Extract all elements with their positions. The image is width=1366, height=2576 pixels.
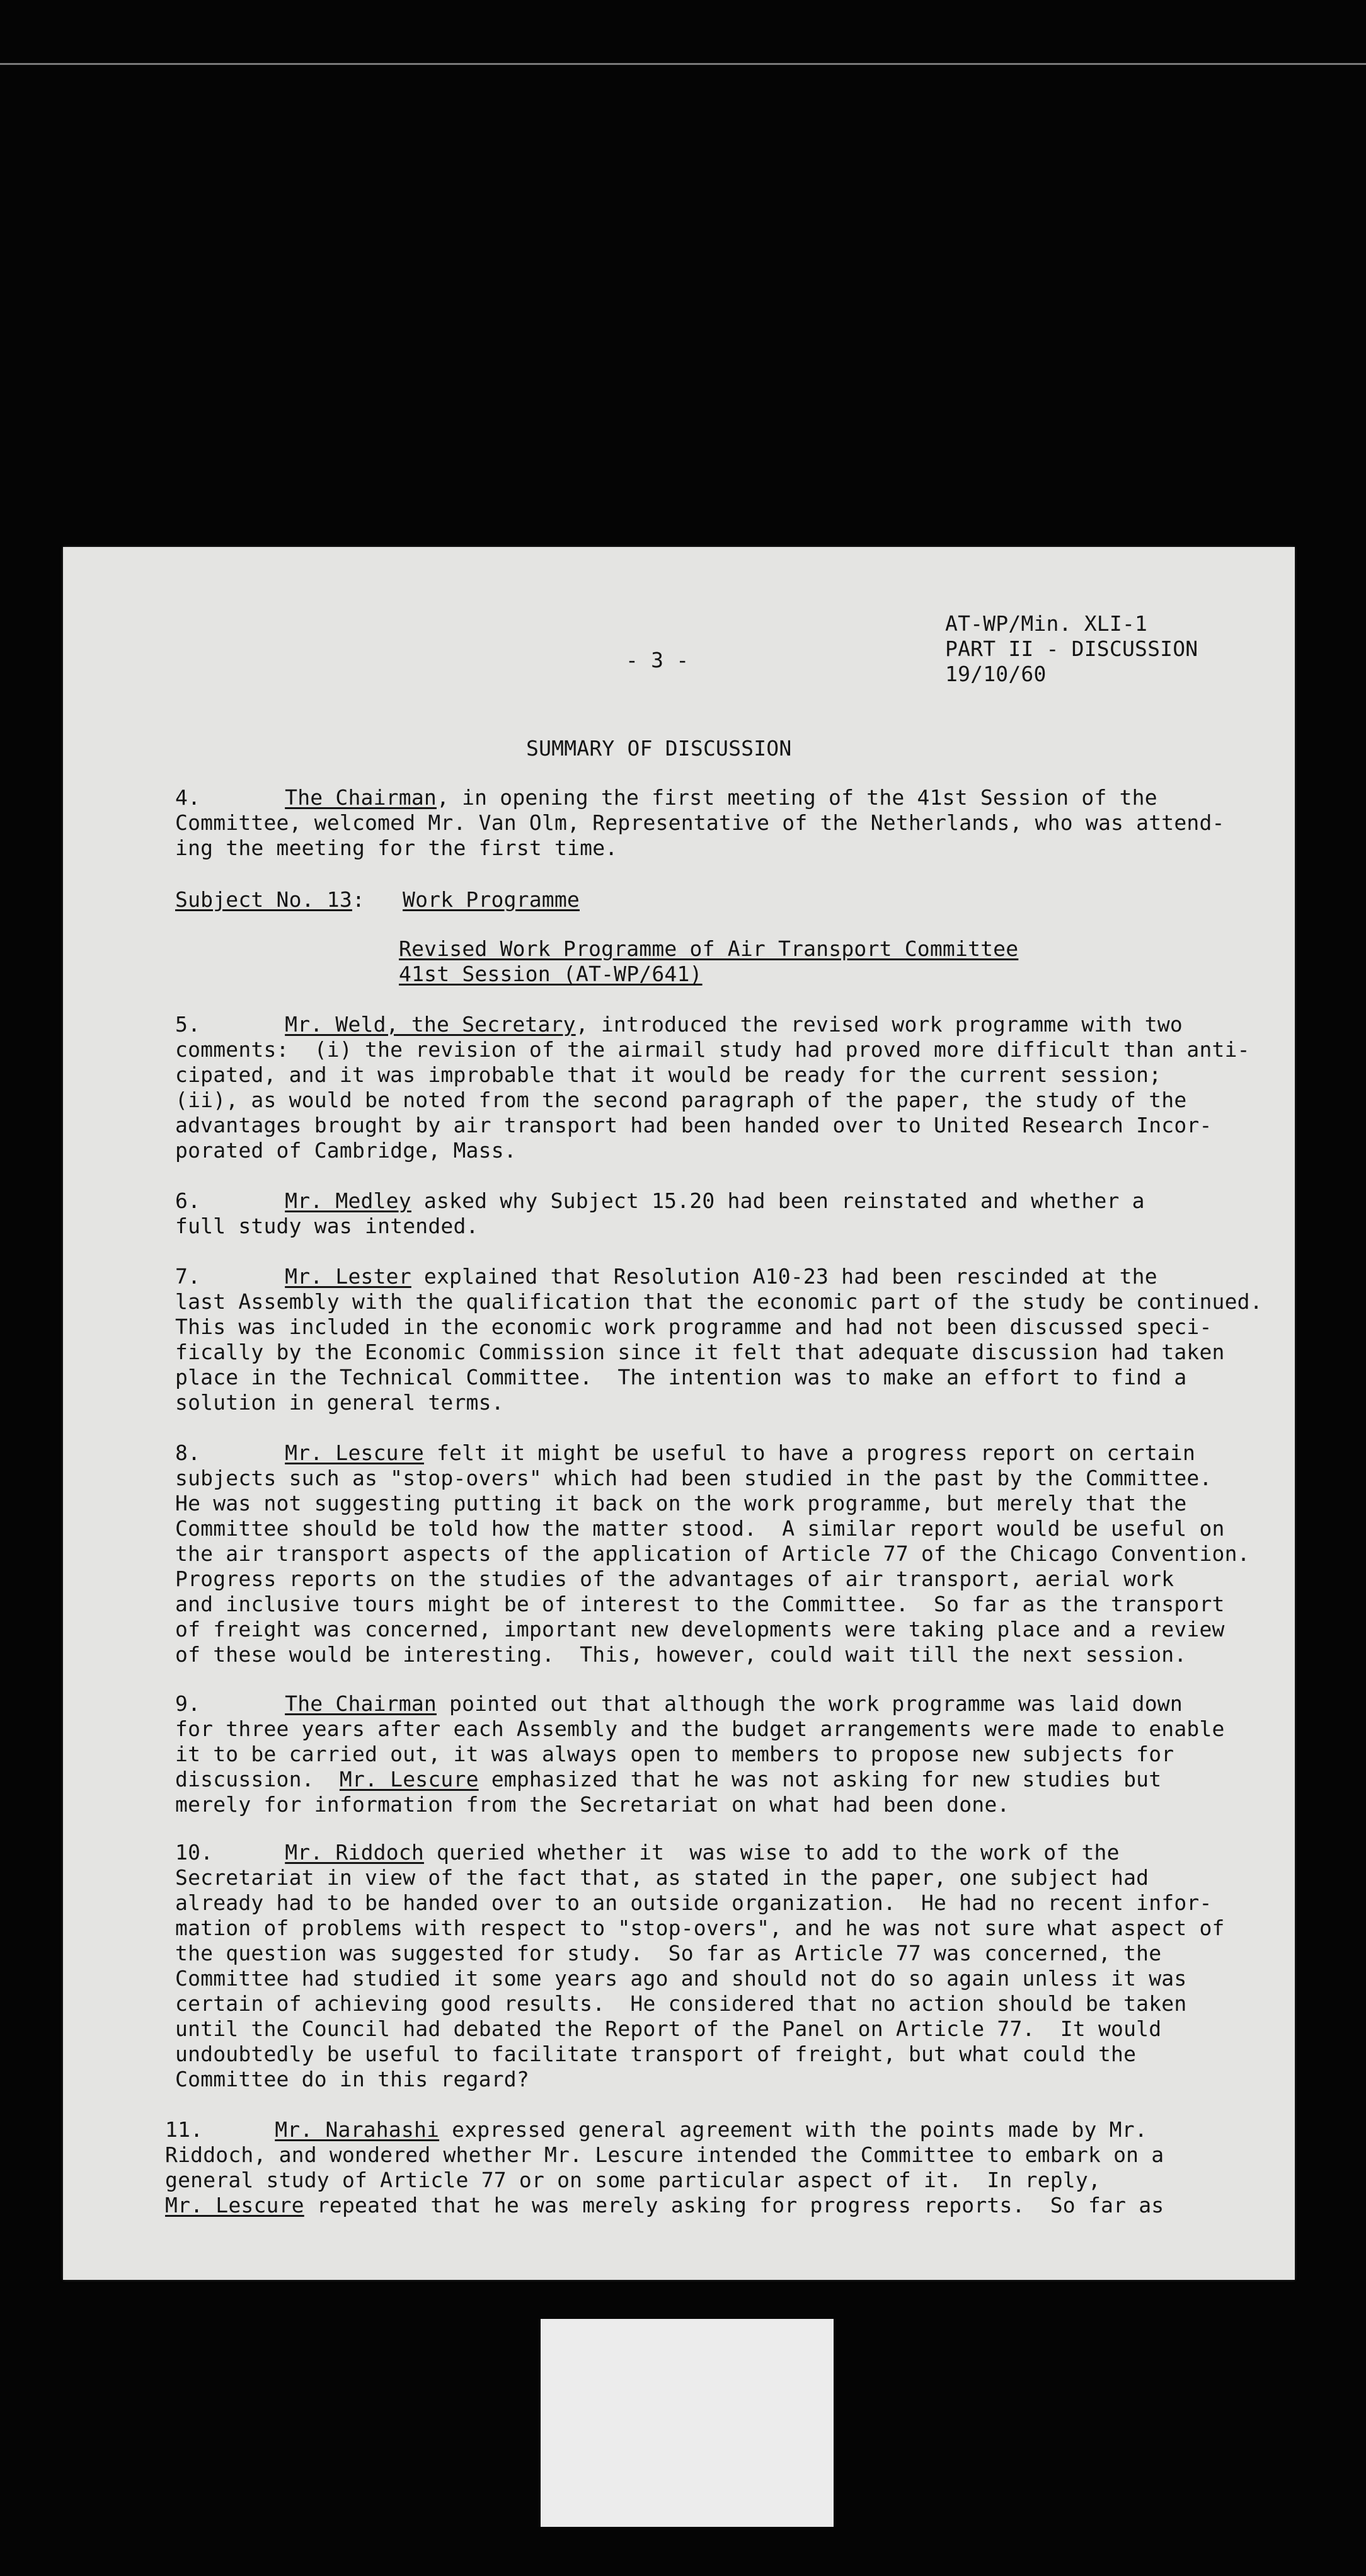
- document-title: SUMMARY OF DISCUSSION: [526, 736, 792, 761]
- subject-label: Subject No. 13: [175, 887, 352, 912]
- paragraph-7: 7. Mr. Lester explained that Resolution A10-23 had been rescinded at the last Assembly with the qualification that the economic part of the study be continued. This was included in the economic work programme and had not been discussed speci- fically by the Economic Commission since it felt that adequate discussion had taken place in the Technical Committee. The intention was to make an effort to find a solution in general terms.: [175, 1264, 1263, 1415]
- film-edge-line: [0, 63, 1366, 65]
- speaker-name: Mr. Lescure: [165, 2193, 304, 2217]
- paragraph-number: 9.: [175, 1691, 201, 1716]
- speaker-name: Mr. Medley: [285, 1188, 411, 1213]
- speaker-name: Mr. Narahashi: [275, 2117, 440, 2142]
- speaker-name: Mr. Lester: [285, 1264, 411, 1289]
- paragraph-number: 5.: [175, 1012, 201, 1037]
- blank-card: [541, 2319, 834, 2527]
- speaker-name: Mr. Weld, the Secretary: [285, 1012, 576, 1037]
- speaker-name: Mr. Lescure: [285, 1440, 424, 1465]
- paragraph-number: 7.: [175, 1264, 201, 1289]
- paragraph-number: 6.: [175, 1188, 201, 1213]
- page-number: - 3 -: [626, 648, 689, 672]
- paragraph-number: 4.: [175, 785, 201, 810]
- document-date: 19/10/60: [945, 662, 1047, 686]
- document-page: [63, 547, 1295, 2280]
- speaker-name: Mr. Riddoch: [285, 1840, 424, 1865]
- paragraph-5: 5. Mr. Weld, the Secretary, introduced the revised work programme with two comments: (i) the revision of the airmail study had proved more difficult than anti- cipated, and it was improbable that it would be ready for the current session; (ii), as would be noted from the second paragraph of the paper, the study of the advantages brought by air transport had been handed over to United Research Incor- porated of Cambridge, Mass.: [175, 1012, 1250, 1163]
- subject-name: Work Programme: [403, 887, 580, 912]
- subject-line: Subject No. 13: Work Programme: [175, 887, 580, 912]
- paragraph-8: 8. Mr. Lescure felt it might be useful to have a progress report on certain subjects such as "stop-overs" which had been studied in the past by the Committee. He was not suggesting putting it back on the work programme, but merely that the Committee should be told how the matter stood. A similar report would be useful on the air transport aspects of the application of Article 77 of the Chicago Convention. Progress reports on the studies of the advantages of air transport, aerial work and inclusive tours might be of interest to the Committee. So far as the transport of freight was concerned, important new developments were taking place and a review of these would be interesting. This, however, could wait till the next session.: [175, 1440, 1250, 1667]
- paragraph-number: 10.: [175, 1840, 214, 1865]
- paragraph-11: 11. Mr. Narahashi expressed general agreement with the points made by Mr. Riddoch, and wondered whether Mr. Lescure intended the Committee to embark on a general study of Article 77 or on some particular aspect of it. In reply, Mr. Lescure repeated that he was merely asking for progress reports. So far as: [165, 2117, 1164, 2217]
- document-reference: AT-WP/Min. XLI-1: [945, 611, 1148, 636]
- document-part: PART II - DISCUSSION: [945, 636, 1198, 661]
- speaker-name: Mr. Lescure: [339, 1767, 479, 1791]
- paragraph-number: 11.: [165, 2117, 204, 2142]
- paragraph-number: 8.: [175, 1440, 201, 1465]
- paragraph-4: 4. The Chairman, in opening the first meeting of the 41st Session of the Committee, welcomed Mr. Van Olm, Representative of the Netherlands, who was attend- ing the meeting for the first time.: [175, 785, 1225, 860]
- speaker-name: The Chairman: [285, 785, 437, 810]
- speaker-name: The Chairman: [285, 1691, 437, 1716]
- subject-document-title: Revised Work Programme of Air Transport Committee 41st Session (AT-WP/641): [399, 936, 1019, 986]
- paragraph-9: 9. The Chairman pointed out that although the work programme was laid down for three years after each Assembly and the budget arrangements were made to enable it to be carried out, it was always open to members to propose new subjects for discussion. Mr. Lescure emphasized that he was not asking for new studies but merely for information from the Secretariat on what had been done.: [175, 1691, 1225, 1817]
- paragraph-6: 6. Mr. Medley asked why Subject 15.20 had been reinstated and whether a full study was intended.: [175, 1188, 1145, 1238]
- paragraph-10: 10. Mr. Riddoch queried whether it was wise to add to the work of the Secretariat in view of the fact that, as stated in the paper, one subject had already had to be handed over to an outside organization. He had no recent infor- mation of problems with respect to "stop-overs", and he was not sure what aspect of the question was suggested for study. So far as Article 77 was concerned, the Committee had studied it some years ago and should not do so again unless it was certain of achieving good results. He considered that no action should be taken until the Council had debated the Report of the Panel on Article 77. It would undoubtedly be useful to facilitate transport of freight, but what could the Committee do in this regard?: [175, 1840, 1225, 2091]
